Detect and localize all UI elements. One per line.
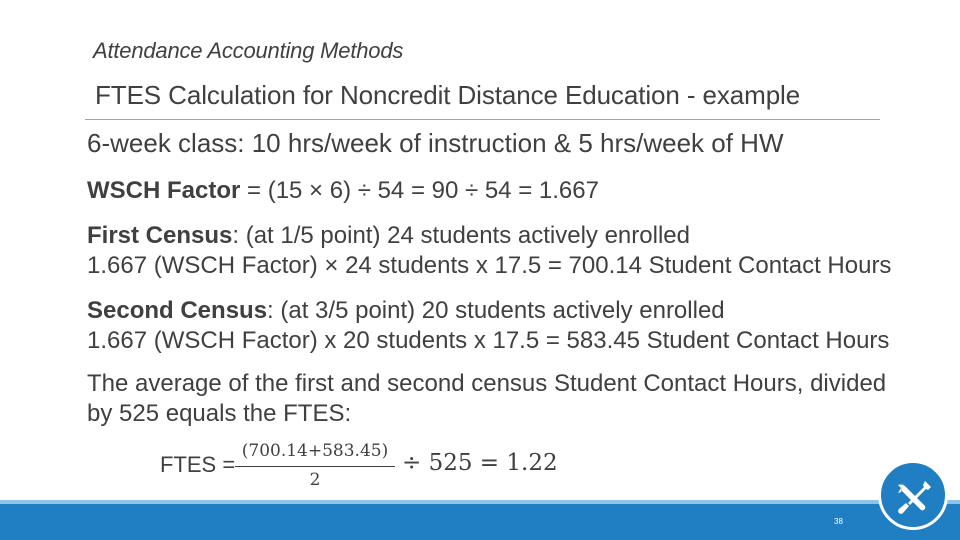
average-explanation [87,369,947,429]
page-number: 38 [834,517,843,526]
average-line-2: by 525 equals the FTES: [87,400,352,427]
second-census-text: : (at 3/5 point) 20 students actively enrolled [267,297,725,324]
slide-subtitle: Attendance Accounting Methods [93,38,404,63]
wsch-factor-line [87,176,947,206]
second-census-calc: 1.667 (WSCH Factor) x 20 students x 17.5 = 583.45 Student Contact Hours [87,327,890,354]
second-census-block [87,296,947,356]
tools-badge [878,460,948,530]
first-census-label: First Census [87,222,233,249]
formula-fraction [235,438,395,490]
second-census-label: Second Census [87,297,268,324]
tools-icon [895,477,935,517]
second-census-line [87,296,947,326]
first-census-text: : (at 1/5 point) 24 students actively enrolled [232,222,690,249]
title-divider [85,119,880,120]
formula-denominator: 2 [309,470,321,490]
fraction-bar [235,466,395,467]
formula-label: FTES = [160,452,236,477]
class-description: 6-week class: 10 hrs/week of instruction & 5 hrs/week of HW [87,128,784,158]
first-census-block [87,221,947,281]
formula-result: ÷ 525 = 1.22 [402,450,558,476]
footer-band [0,504,960,540]
wsch-label: WSCH Factor [87,177,241,204]
formula-numerator: (700.14+583.45) [241,441,389,461]
first-census-line [87,221,947,251]
slide-title: FTES Calculation for Noncredit Distance Education - example [95,80,801,110]
first-census-calc: 1.667 (WSCH Factor) × 24 students x 17.5 = 700.14 Student Contact Hours [87,252,892,279]
average-line-1: The average of the first and second census Student Contact Hours, divided [87,370,887,397]
wsch-text: = (15 × 6) ÷ 54 = 90 ÷ 54 = 1.667 [240,177,599,204]
